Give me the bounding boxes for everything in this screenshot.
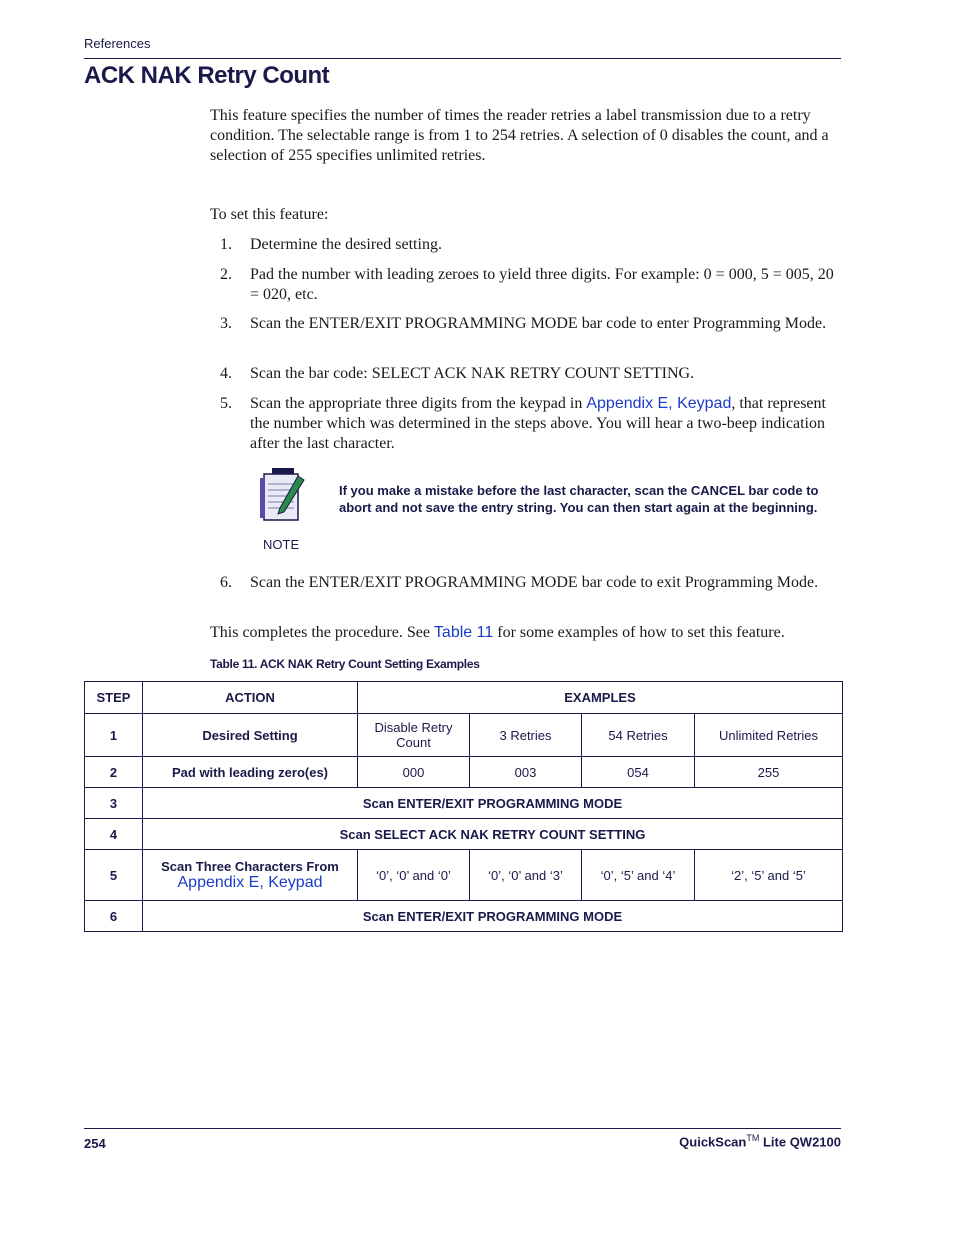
- example-cell: ‘0’, ‘0’ and ‘3’: [470, 850, 582, 901]
- example-cell: ‘2’, ‘5’ and ‘5’: [695, 850, 843, 901]
- table-row: [85, 819, 843, 850]
- intro-paragraph: This feature specifies the number of times the reader retries a label transmission due to a retry condition. The selectable range is from 1 to 254 retries. A selection of 0 disables the count, and a selection of 255 specifies unlimited retries.: [210, 107, 829, 164]
- header-step: STEP: [85, 682, 143, 714]
- action-text: Scan Three Characters From: [161, 858, 339, 874]
- product-name: [679, 1133, 841, 1149]
- step-text: Scan the bar code: SELECT ACK NAK RETRY COUNT SETTING.: [250, 365, 695, 382]
- step-item: [220, 265, 842, 305]
- step-item: [220, 394, 842, 454]
- examples-table: [84, 681, 843, 932]
- step-cell: 5: [85, 850, 143, 901]
- table-caption: Table 11. ACK NAK Retry Count Setting Examples: [210, 657, 480, 671]
- example-cell: 054: [582, 757, 695, 788]
- page-title: ACK NAK Retry Count: [84, 62, 330, 89]
- product-name-post: Lite QW2100: [759, 1134, 841, 1150]
- step-number: 6.: [220, 574, 232, 591]
- table-row: [85, 714, 843, 757]
- action-cell: Scan SELECT ACK NAK RETRY COUNT SETTING: [143, 819, 843, 850]
- completes-post: for some examples of how to set this feature.: [493, 624, 785, 641]
- completes-pre: This completes the procedure. See: [210, 624, 434, 641]
- header-rule: [84, 58, 841, 59]
- step-number: 2.: [220, 266, 232, 283]
- footer-rule: [84, 1128, 841, 1129]
- table-row: [85, 850, 843, 901]
- header-examples: EXAMPLES: [358, 682, 843, 714]
- example-cell: ‘0’, ‘0’ and ‘0’: [358, 850, 470, 901]
- step-cell: 4: [85, 819, 143, 850]
- product-name-pre: QuickScan: [679, 1134, 747, 1150]
- step-number: 4.: [220, 365, 232, 382]
- note-label: NOTE: [263, 537, 300, 552]
- example-cell: 3 Retries: [470, 714, 582, 757]
- example-cell: 54 Retries: [582, 714, 695, 757]
- table-row: [85, 901, 843, 932]
- appendix-e-keypad-link[interactable]: Appendix E, Keypad: [177, 873, 323, 891]
- to-set-label: To set this feature:: [210, 206, 329, 223]
- example-cell: Disable Retry Count: [358, 714, 470, 757]
- action-cell: Scan ENTER/EXIT PROGRAMMING MODE: [143, 901, 843, 932]
- trademark-mark: TM: [746, 1133, 760, 1143]
- step-text-post: , that represent the number which was determined in the steps above. You will hear a two-beep indication after the last character.: [250, 395, 826, 452]
- step-text: Pad the number with leading zeroes to yield three digits. For example: 0 = 000, 5 = 005, 20 = 020, etc.: [250, 266, 834, 303]
- action-cell: Desired Setting: [143, 714, 358, 757]
- note-text: If you make a mistake before the last character, scan the CANCEL bar code to abort and not save the entry string. You can then start again at the beginning.: [339, 483, 819, 515]
- step-item: [220, 364, 842, 384]
- example-cell: ‘0’, ‘5’ and ‘4’: [582, 850, 695, 901]
- step-cell: 3: [85, 788, 143, 819]
- step-text: [250, 394, 842, 454]
- action-cell: Scan ENTER/EXIT PROGRAMMING MODE: [143, 788, 843, 819]
- step-text: Determine the desired setting.: [250, 236, 442, 253]
- note-pad-pen-icon: [258, 466, 308, 524]
- step-text: Scan the ENTER/EXIT PROGRAMMING MODE bar code to enter Programming Mode.: [250, 315, 827, 332]
- action-cell: [143, 850, 358, 901]
- step-cell: 1: [85, 714, 143, 757]
- step-cell: 2: [85, 757, 143, 788]
- step-number: 3.: [220, 315, 232, 332]
- completes-paragraph: [210, 623, 842, 643]
- step-cell: 6: [85, 901, 143, 932]
- running-header-section: References: [84, 36, 151, 51]
- table-row: [85, 757, 843, 788]
- example-cell: 000: [358, 757, 470, 788]
- step-number: 5.: [220, 395, 232, 412]
- step-item: [220, 314, 842, 334]
- example-cell: 003: [470, 757, 582, 788]
- step-number: 1.: [220, 236, 232, 253]
- table-row: [85, 788, 843, 819]
- table-header-row: [85, 682, 843, 714]
- step-item: [220, 573, 842, 593]
- table-11-link[interactable]: Table 11: [433, 624, 494, 641]
- step-text: Scan the ENTER/EXIT PROGRAMMING MODE bar code to exit Programming Mode.: [250, 574, 819, 591]
- step-item: [220, 235, 842, 255]
- example-cell: 255: [695, 757, 843, 788]
- step-text-pre: Scan the appropriate three digits from the keypad in: [250, 395, 587, 412]
- header-action: ACTION: [143, 682, 358, 714]
- appendix-e-keypad-link[interactable]: Appendix E, Keypad: [586, 395, 732, 412]
- example-cell: Unlimited Retries: [695, 714, 843, 757]
- action-cell: Pad with leading zero(es): [143, 757, 358, 788]
- page-number: 254: [84, 1136, 106, 1151]
